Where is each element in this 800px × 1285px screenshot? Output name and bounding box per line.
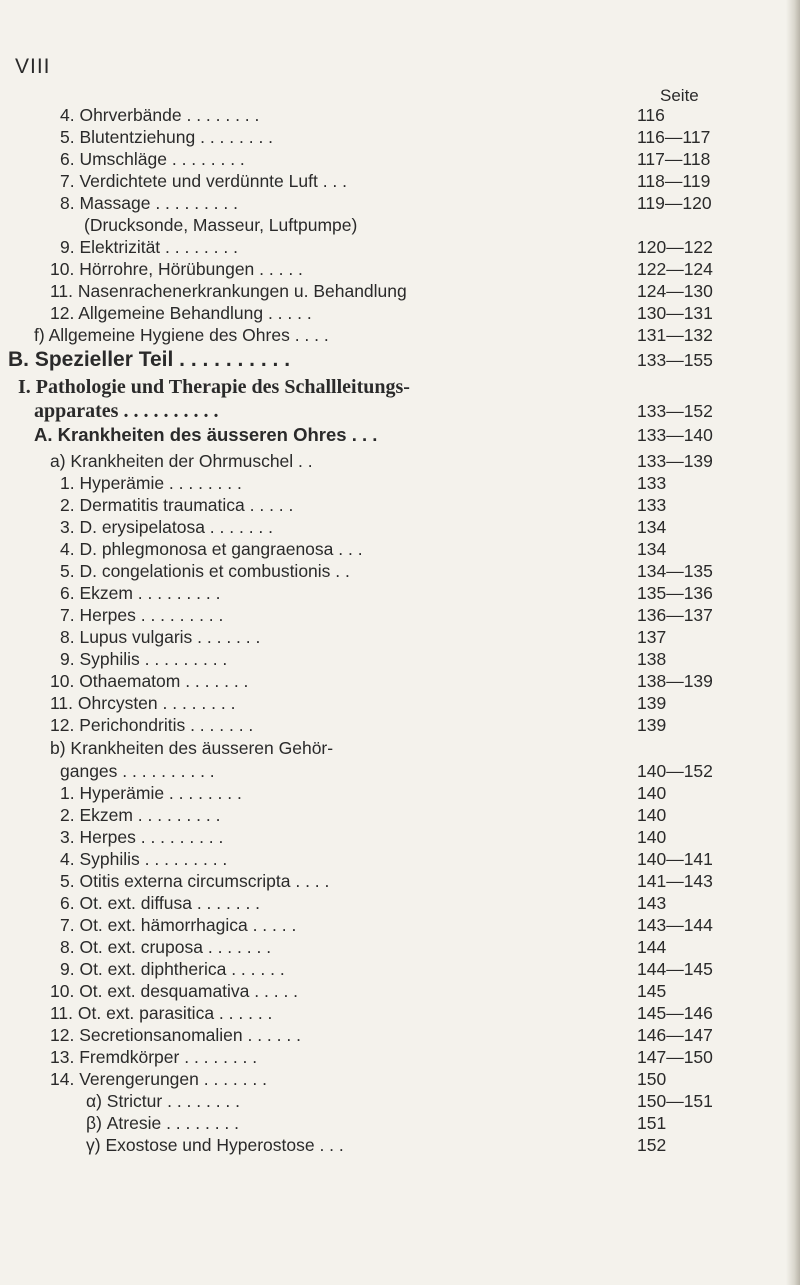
toc-entry: 4. Syphilis . . . . . . . . . 140—141 <box>60 849 713 869</box>
toc-entry: 9. Syphilis . . . . . . . . . 138 <box>60 649 667 669</box>
page-number: VIII <box>15 55 51 78</box>
toc-entry: 9. Elektrizität . . . . . . . . 120—122 <box>60 237 713 257</box>
toc-entry: 3. Herpes . . . . . . . . . 140 <box>60 827 667 847</box>
toc-entry: 12. Perichondritis . . . . . . . 139 <box>50 715 667 735</box>
toc-entry: 5. Blutentziehung . . . . . . . . 116—117 <box>60 127 711 147</box>
toc-entry: 8. Ot. ext. cruposa . . . . . . . 144 <box>60 937 667 957</box>
toc-entry: 5. D. congelationis et combustionis . . 134—135 <box>60 561 713 581</box>
toc-entry: 14. Verengerungen . . . . . . . 150 <box>50 1069 667 1089</box>
toc-subsection-heading: A. Krankheiten des äusseren Ohres . . . 133—140 <box>34 424 713 445</box>
toc-entry: 6. Ekzem . . . . . . . . . 135—136 <box>60 583 713 603</box>
toc-entry: 12. Allgemeine Behandlung . . . . . 130—131 <box>50 303 713 323</box>
toc-entry: γ) Exostose und Hyperostose . . . 152 <box>86 1135 667 1155</box>
toc-entry: 11. Ohrcysten . . . . . . . . 139 <box>50 693 667 713</box>
toc-entry: α) Strictur . . . . . . . . 150—151 <box>86 1091 713 1111</box>
toc-entry: 4. D. phlegmonosa et gangraenosa . . . 134 <box>60 539 667 559</box>
toc-entry: 3. D. erysipelatosa . . . . . . . 134 <box>60 517 667 537</box>
toc-entry: 8. Massage . . . . . . . . . 119—120 <box>60 193 712 213</box>
toc-group-heading-continued: ganges . . . . . . . . . . 140—152 <box>60 761 713 781</box>
toc-chapter-heading: apparates . . . . . . . . . . 133—152 <box>34 400 713 422</box>
toc-entry: 4. Ohrverbände . . . . . . . . 116 <box>60 105 665 125</box>
toc-group-heading: a) Krankheiten der Ohrmuschel . . 133—139 <box>50 451 713 471</box>
toc-entry: 6. Ot. ext. diffusa . . . . . . . 143 <box>60 893 667 913</box>
toc-entry: f) Allgemeine Hygiene des Ohres . . . . 131—132 <box>34 325 713 345</box>
toc-entry: 13. Fremdkörper . . . . . . . . 147—150 <box>50 1047 713 1067</box>
toc-entry: 1. Hyperämie . . . . . . . . 140 <box>60 783 667 803</box>
toc-section-heading: B. Spezieller Teil . . . . . . . . . . 133—155 <box>8 348 713 371</box>
toc-entry-subnote: (Drucksonde, Masseur, Luftpumpe) <box>84 215 358 235</box>
toc-entry: 10. Othaematom . . . . . . . 138—139 <box>50 671 713 691</box>
toc-entry: 9. Ot. ext. diphtherica . . . . . . 144—145 <box>60 959 713 979</box>
toc-group-heading: b) Krankheiten des äusseren Gehör- <box>50 738 334 758</box>
toc-entry: 6. Umschläge . . . . . . . . 117—118 <box>60 149 711 169</box>
toc-entry: 11. Nasenrachenerkrankungen u. Behandlung 124—130 <box>50 281 713 301</box>
toc-entry: 5. Otitis externa circumscripta . . . . 141—143 <box>60 871 713 891</box>
toc-entry: β) Atresie . . . . . . . . 151 <box>86 1113 667 1133</box>
toc-chapter-heading: I. Pathologie und Therapie des Schallleitungs- <box>18 376 410 398</box>
toc-entry: 7. Herpes . . . . . . . . . 136—137 <box>60 605 713 625</box>
toc-entry: 7. Ot. ext. hämorrhagica . . . . . 143—144 <box>60 915 713 935</box>
toc-entry: 2. Ekzem . . . . . . . . . 140 <box>60 805 667 825</box>
toc-entry: 11. Ot. ext. parasitica . . . . . . 145—146 <box>50 1003 713 1023</box>
toc-entry: 2. Dermatitis traumatica . . . . . 133 <box>60 495 667 515</box>
toc-entry: 10. Hörrohre, Hörübungen . . . . . 122—124 <box>50 259 713 279</box>
toc-entry: 1. Hyperämie . . . . . . . . 133 <box>60 473 667 493</box>
page-column-header: Seite <box>660 86 699 105</box>
toc-entry: 8. Lupus vulgaris . . . . . . . 137 <box>60 627 667 647</box>
toc-entry: 7. Verdichtete und verdünnte Luft . . . 118—119 <box>60 171 711 191</box>
toc-entry: 10. Ot. ext. desquamativa . . . . . 145 <box>50 981 667 1001</box>
toc-entry: 12. Secretionsanomalien . . . . . . 146—147 <box>50 1025 713 1045</box>
